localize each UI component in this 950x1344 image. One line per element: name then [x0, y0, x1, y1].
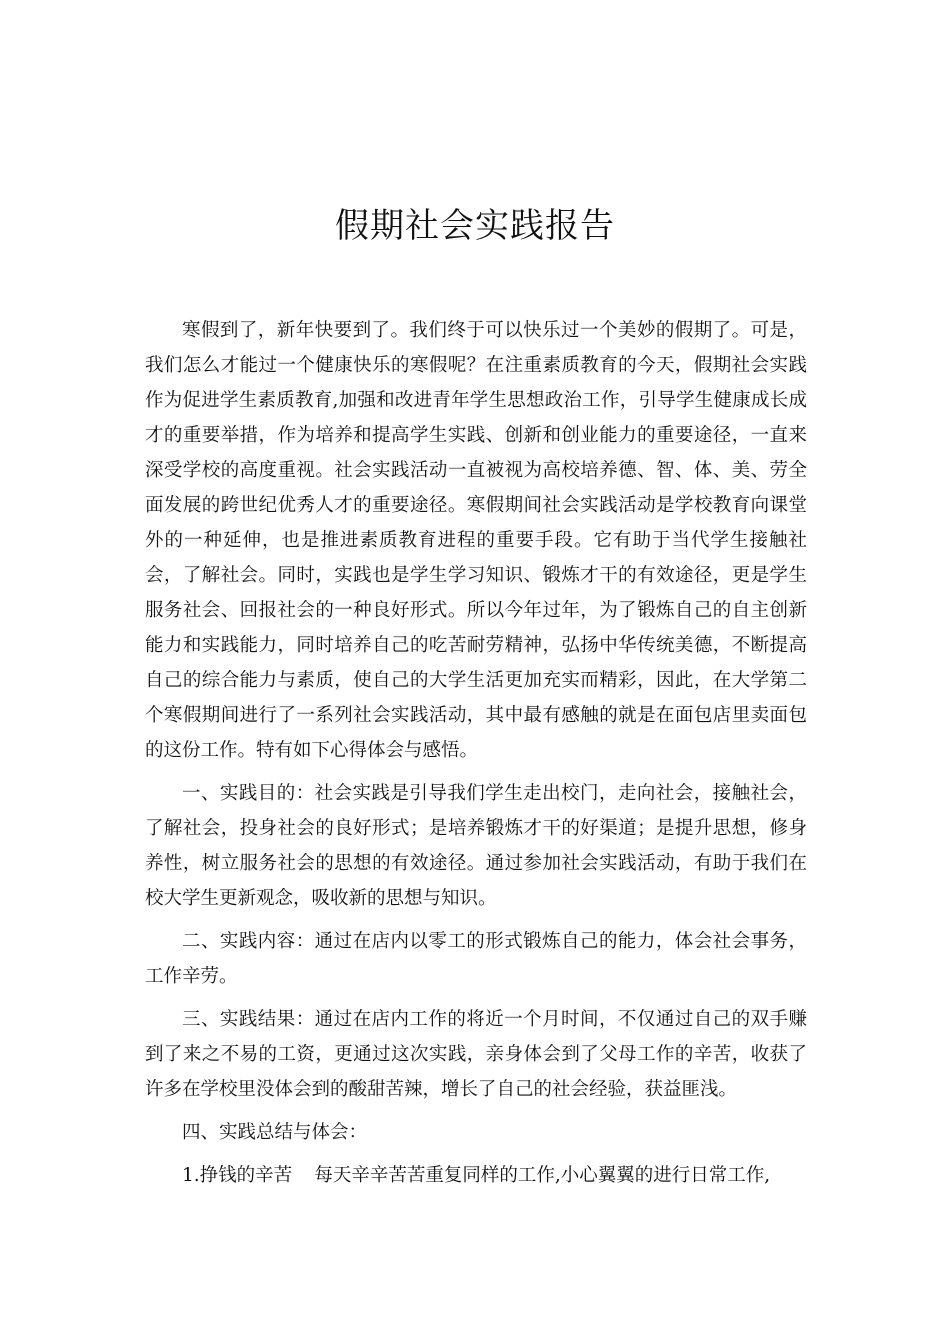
summary-item-1-heading: 1.挣钱的辛苦	[182, 1165, 293, 1186]
summary-heading: 四、实践总结与体会：	[182, 1122, 368, 1143]
document-body	[145, 313, 807, 1193]
summary-item-1-text: 每天辛辛苦苦重复同样的工作,小心翼翼的进行日常工作,	[314, 1165, 771, 1186]
purpose-paragraph: 一、实践目的：社会实践是引导我们学生走出校门，走向社会，接触社会，了解社会，投身社会的良好形式；是培养锻炼才干的好渠道；是提升思想，修身养性，树立服务社会的思想的有效途径。通过参加社会实践活动，有助于我们在校大学生更新观念，吸收新的思想与知识。	[145, 783, 807, 909]
intro-paragraph: 寒假到了，新年快要到了。我们终于可以快乐过一个美妙的假期了。可是，我们怎么才能过一个健康快乐的寒假呢？在注重素质教育的今天，假期社会实践作为促进学生素质教育,加强和改进青年学生思想政治工作，引导学生健康成长成才的重要举措，作为培养和提高学生实践、创新和创业能力的重要途径，一直来深受学校的高度重视。社会实践活动一直被视为高校培养德、智、体、美、劳全面发展的跨世纪优秀人才的重要途径。寒假期间社会实践活动是学校教育向课堂外的一种延伸，也是推进素质教育进程的重要手段。它有助于当代学生接触社会，了解社会。同时，实践也是学生学习知识、锻炼才干的有效途径，更是学生服务社会、回报社会的一种良好形式。所以今年过年，为了锻炼自己的自主创新能力和实践能力，同时培养自己的吃苦耐劳精神，弘扬中华传统美德，不断提高自己的综合能力与素质，使自己的大学生活更加充实而精彩，因此，在大学第二个寒假期间进行了一系列社会实践活动，其中最有感触的就是在面包店里卖面包的这份工作。特有如下心得体会与感悟。	[145, 320, 807, 761]
content-paragraph: 二、实践内容：通过在店内以零工的形式锻炼自己的能力，体会社会事务，工作辛劳。	[145, 931, 807, 987]
document-title: 假期社会实践报告	[335, 206, 615, 246]
summary-item-1	[145, 1158, 807, 1193]
result-paragraph: 三、实践结果：通过在店内工作的将近一个月时间，不仅通过自己的双手赚到了来之不易的工资，更通过这次实践，亲身体会到了父母工作的辛苦，收获了许多在学校里没体会到的酸甜苦辣，增长了自己的社会经验，获益匪浅。	[145, 1009, 807, 1100]
